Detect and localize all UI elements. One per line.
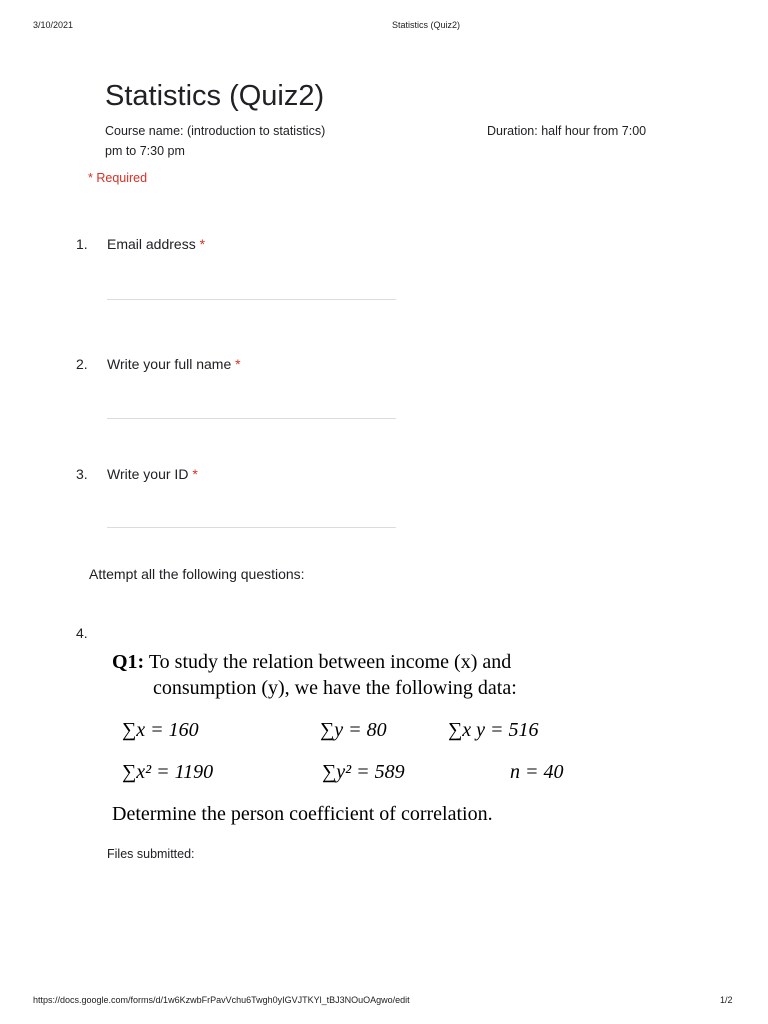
duration-continuation: pm to 7:30 pm <box>105 144 185 158</box>
question-number: 1. <box>76 236 88 252</box>
required-asterisk: * <box>235 356 241 372</box>
sum-y-squared: ∑y² = 589 <box>322 761 405 783</box>
print-header-date: 3/10/2021 <box>33 20 74 30</box>
q1-text-line2: consumption (y), we have the following data: <box>153 677 517 699</box>
q1-instruction: Determine the person coefficient of correlation. <box>112 803 493 825</box>
sum-xy: ∑x y = 516 <box>448 719 539 741</box>
section-description: Attempt all the following questions: <box>89 566 305 582</box>
question-label-text: Write your full name <box>107 356 232 372</box>
question-number: 2. <box>76 356 88 372</box>
required-note: * Required <box>88 171 148 185</box>
sum-x-squared: ∑x² = 1190 <box>122 761 214 783</box>
duration: Duration: half hour from 7:00 <box>487 124 647 138</box>
question-label-text: Write your ID <box>107 466 189 482</box>
q1-label: Q1: <box>112 651 145 673</box>
required-asterisk: * <box>192 466 198 482</box>
q1-text-line1: To study the relation between income (x) and <box>148 651 512 673</box>
q1-line1 <box>112 651 511 674</box>
question-label-full-name <box>107 356 241 372</box>
email-answer-field[interactable] <box>107 299 396 300</box>
sum-x: ∑x = 160 <box>122 719 199 741</box>
print-footer-page: 1/2 <box>720 995 733 1005</box>
full-name-answer-field[interactable] <box>107 418 396 419</box>
required-asterisk: * <box>199 236 206 252</box>
question-number: 4. <box>76 625 88 641</box>
id-answer-field[interactable] <box>107 527 396 528</box>
print-footer-url: https://docs.google.com/forms/d/1w6KzwbFrPavVchu6Twgh0yIGVJTKYl_tBJ3NOuOAgwo/edit <box>33 995 410 1005</box>
question-number: 3. <box>76 466 88 482</box>
form-title: Statistics (Quiz2) <box>105 80 325 112</box>
question-label-id <box>107 466 198 482</box>
print-header-title: Statistics (Quiz2) <box>391 20 460 30</box>
question-label-email <box>107 236 205 252</box>
files-submitted-label: Files submitted: <box>107 847 195 861</box>
course-name: Course name: (introduction to statistics) <box>105 124 326 138</box>
sample-size: n = 40 <box>510 761 564 783</box>
sum-y: ∑y = 80 <box>320 719 387 741</box>
question-image <box>100 638 580 838</box>
question-label-text: Email address <box>107 236 196 252</box>
